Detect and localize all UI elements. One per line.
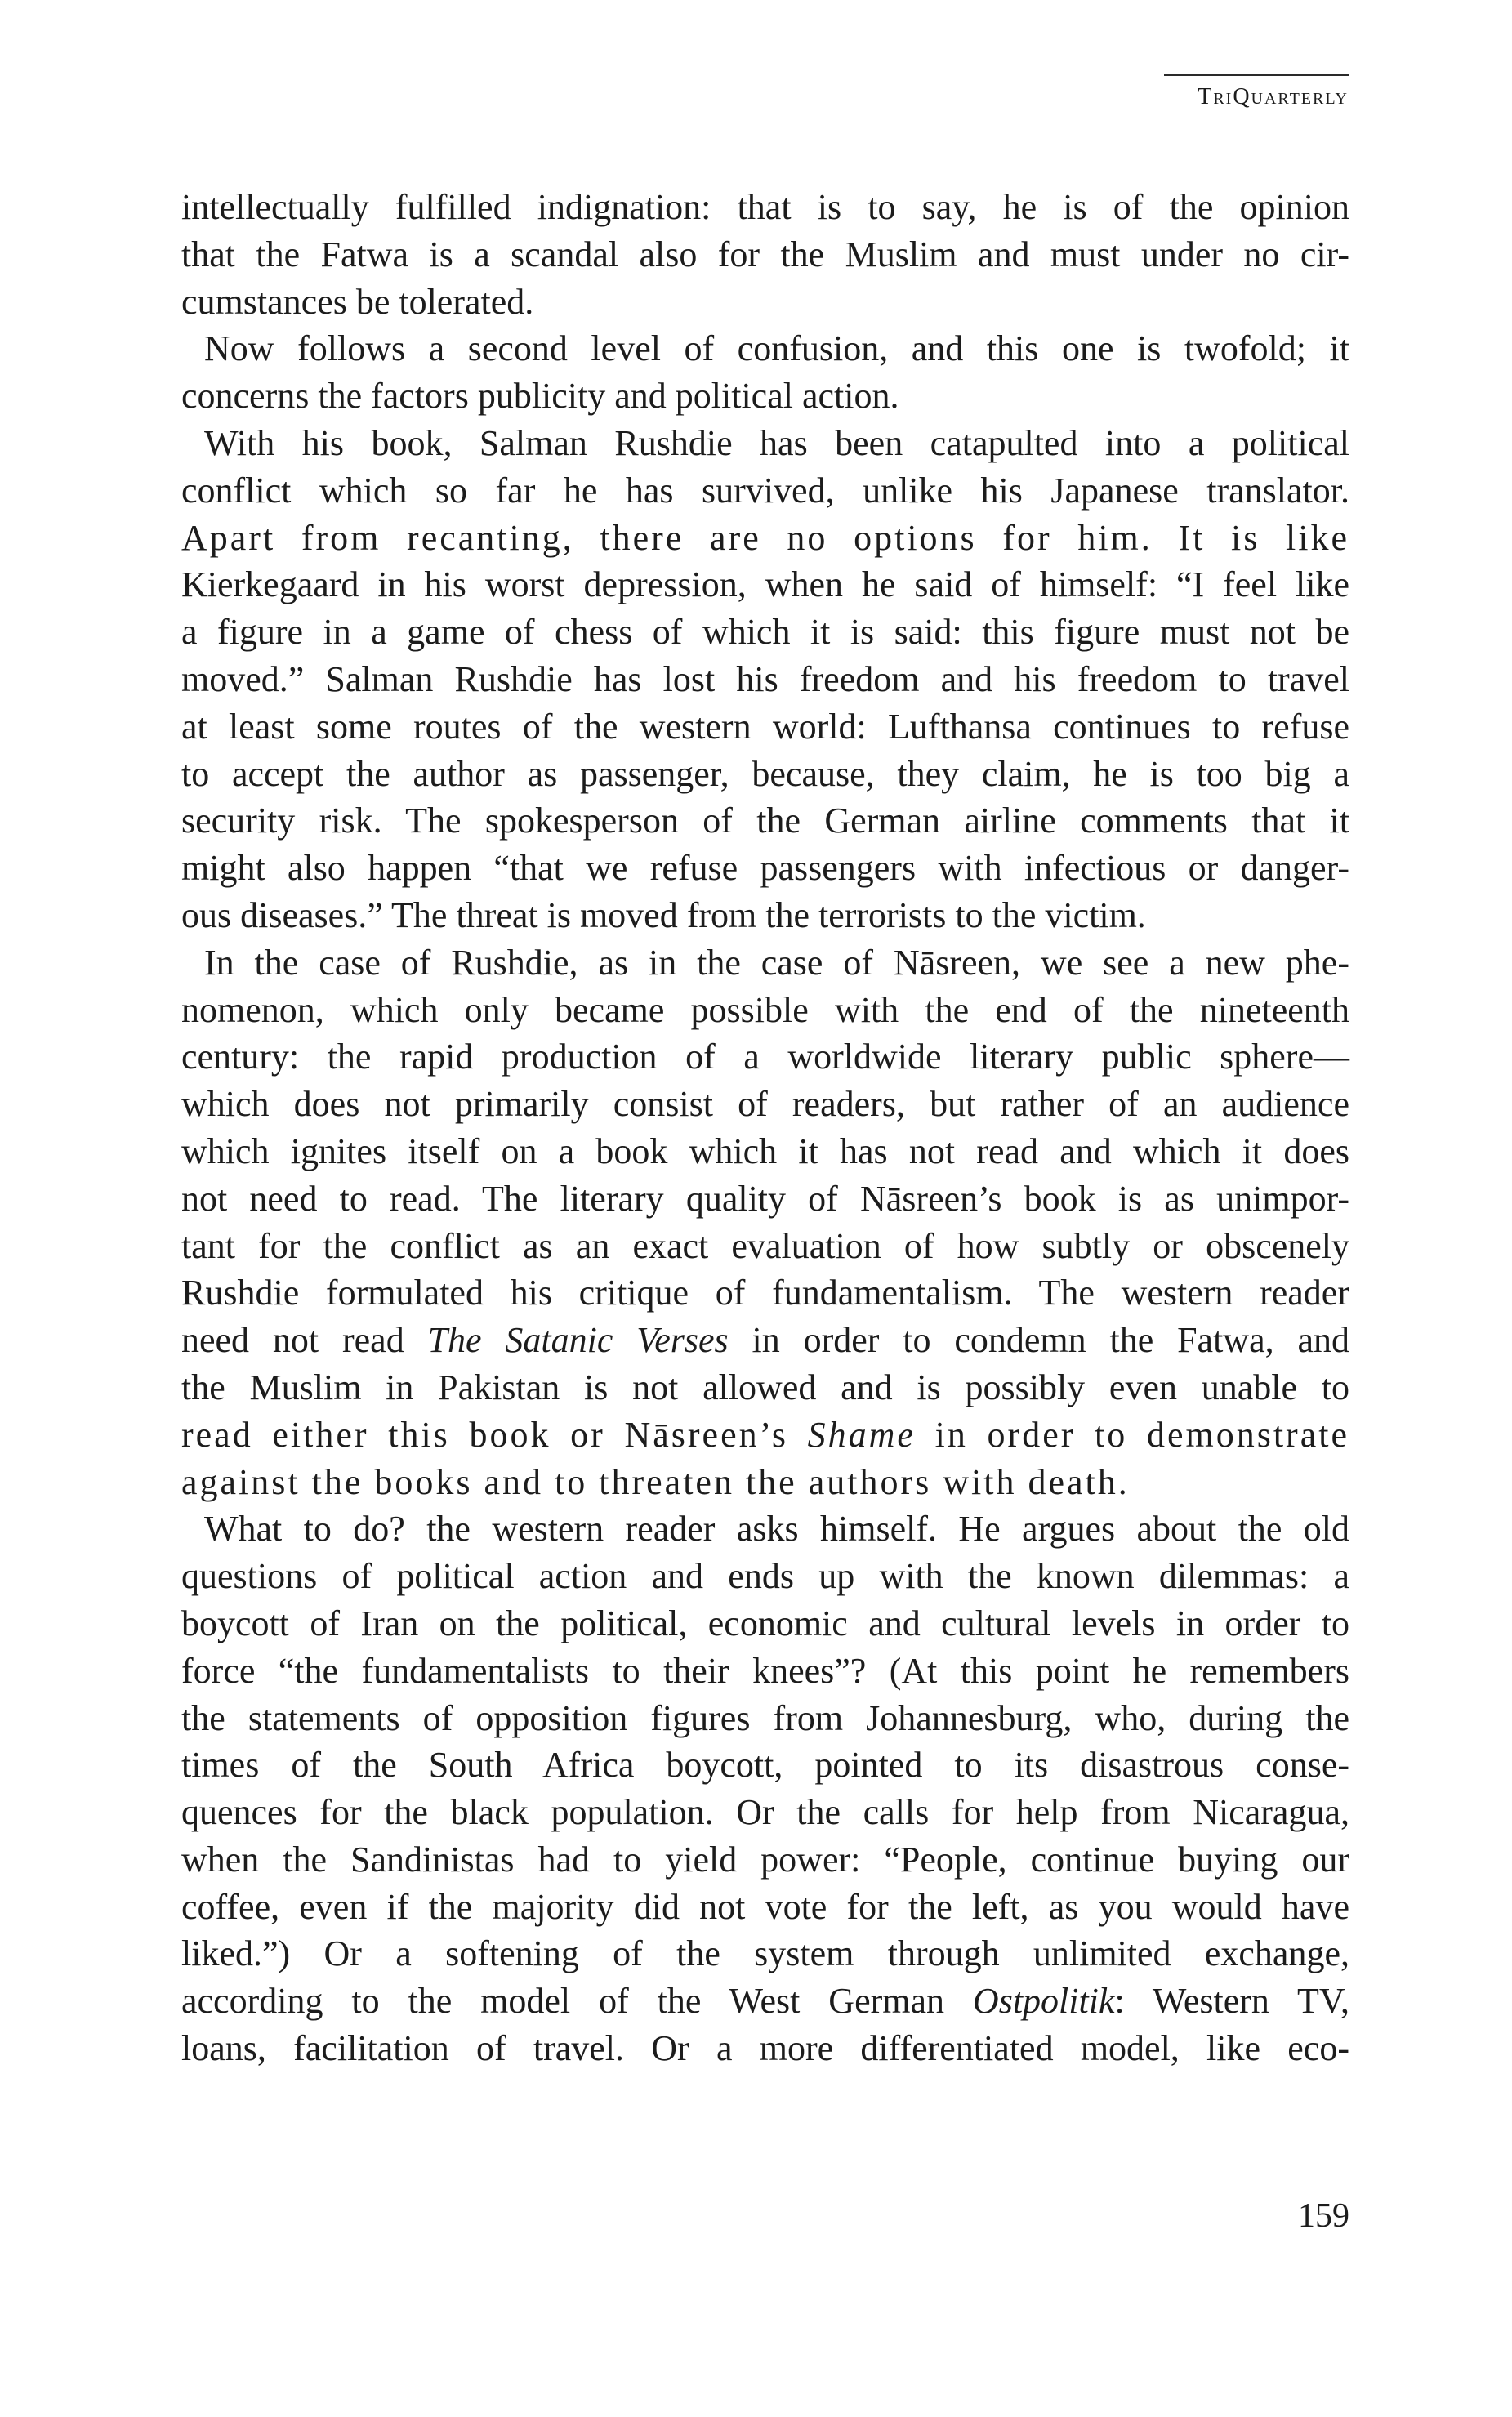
text-line: security risk. The spokesperson of the German airline comments that it bbox=[181, 800, 1349, 841]
text-line: concerns the factors publicity and political action. bbox=[181, 376, 899, 417]
page-number: 159 bbox=[1298, 2197, 1349, 2235]
text-line: Apart from recanting, there are no options for him. It is like bbox=[181, 517, 1349, 558]
text-line: nomenon, which only became possible with the end of the nineteenth bbox=[181, 989, 1349, 1030]
text-line: against the books and to threaten the authors with death. bbox=[181, 1461, 1130, 1502]
text-line: boycott of Iran on the political, economic and cultural levels in order to bbox=[181, 1603, 1349, 1643]
text-line: cumstances be tolerated. bbox=[181, 281, 534, 322]
paragraph-first-line: Now follows a second level of confusion, and this one is twofold; it bbox=[204, 328, 1349, 369]
text-line: century: the rapid production of a worldwide literary public sphere— bbox=[181, 1037, 1349, 1077]
paragraph-first-line: In the case of Rushdie, as in the case of Nāsreen, we see a new phe- bbox=[204, 942, 1349, 983]
text-line: quences for the black population. Or the calls for help from Nicaragua, bbox=[181, 1792, 1349, 1833]
text-line: force “the fundamentalists to their knees”? (At this point he remembers bbox=[181, 1650, 1349, 1691]
paragraph-first-line: What to do? the western reader asks himself. He argues about the old bbox=[204, 1509, 1349, 1550]
work-title: Ostpolitik bbox=[972, 1981, 1115, 2022]
text-line: intellectually fulfilled indignation: that is to say, he is of the opinion bbox=[181, 187, 1349, 227]
text-line: that the Fatwa is a scandal also for the Muslim and must under no cir- bbox=[181, 234, 1349, 274]
paragraph-first-line: With his book, Salman Rushdie has been catapulted into a political bbox=[204, 422, 1349, 463]
text-line: the Muslim in Pakistan is not allowed and is possibly even unable to bbox=[181, 1367, 1349, 1407]
text-line: read either this book or Nāsreen’s Shame in order to demonstrate bbox=[181, 1414, 1349, 1455]
text-line: need not read The Satanic Verses in order to condemn the Fatwa, and bbox=[181, 1320, 1349, 1361]
text-line: might also happen “that we refuse passengers with infectious or danger- bbox=[181, 848, 1349, 889]
text-line: moved.” Salman Rushdie has lost his freedom and his freedom to travel bbox=[181, 658, 1349, 699]
text-line: which does not primarily consist of readers, but rather of an audience bbox=[181, 1084, 1349, 1125]
text-line: when the Sandinistas had to yield power: “People, continue buying our bbox=[181, 1839, 1349, 1880]
text-line: ous diseases.” The threat is moved from the terrorists to the victim. bbox=[181, 894, 1146, 935]
text-line: times of the South Africa boycott, pointed to its disastrous conse- bbox=[181, 1745, 1349, 1786]
text-line: to accept the author as passenger, because, they claim, he is too big a bbox=[181, 753, 1349, 794]
running-head: TriQuarterly bbox=[1164, 74, 1349, 109]
text-line: coffee, even if the majority did not vote for the left, as you would have bbox=[181, 1886, 1349, 1927]
work-title: The Satanic Verses bbox=[427, 1320, 729, 1361]
text-line: according to the model of the West German Ostpolitik: Western TV, bbox=[181, 1981, 1349, 2022]
text-line: loans, facilitation of travel. Or a more differentiated model, like eco- bbox=[181, 2028, 1349, 2069]
text-line: a figure in a game of chess of which it is said: this figure must not be bbox=[181, 612, 1349, 653]
text-line: questions of political action and ends up with the known dilemmas: a bbox=[181, 1556, 1349, 1597]
text-line: conflict which so far he has survived, unlike his Japanese translator. bbox=[181, 470, 1349, 511]
text-line: Kierkegaard in his worst depression, when he said of himself: “I feel like bbox=[181, 564, 1349, 605]
text-line: which ignites itself on a book which it has not read and which it does bbox=[181, 1130, 1349, 1171]
text-line: tant for the conflict as an exact evaluation of how subtly or obscenely bbox=[181, 1225, 1349, 1266]
work-title: Shame bbox=[807, 1414, 916, 1455]
text-line: liked.”) Or a softening of the system through unlimited exchange, bbox=[181, 1933, 1349, 1974]
text-line: not need to read. The literary quality of Nāsreen’s book is as unimpor- bbox=[181, 1178, 1349, 1219]
text-line: Rushdie formulated his critique of fundamentalism. The western reader bbox=[181, 1273, 1349, 1313]
body-text bbox=[181, 184, 1349, 2072]
text-line: at least some routes of the western world: Lufthansa continues to refuse bbox=[181, 706, 1349, 747]
text-line: the statements of opposition figures from Johannesburg, who, during the bbox=[181, 1697, 1349, 1738]
